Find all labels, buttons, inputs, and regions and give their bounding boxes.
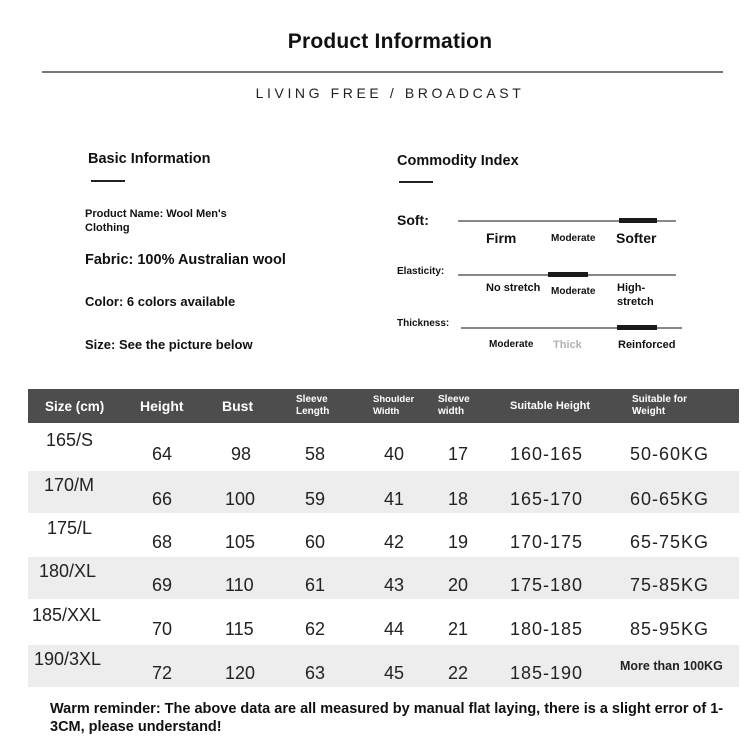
elasticity-option-high-stretch: High-stretch — [617, 282, 654, 308]
color-info: Color: 6 colors available — [85, 294, 236, 309]
table-row — [28, 471, 739, 513]
brand-subtitle: LIVING FREE / BROADCAST — [255, 85, 525, 101]
table-row — [28, 514, 739, 556]
cell-shoulder-width: 41 — [384, 489, 405, 509]
thickness-option-reinforced: Reinforced — [618, 339, 676, 351]
cell-sleeve-width: 22 — [448, 663, 469, 683]
soft-option-moderate: Moderate — [551, 233, 596, 244]
cell-sleeve-length: 58 — [305, 444, 326, 464]
cell-sleeve-width: 19 — [448, 532, 469, 552]
table-row — [28, 601, 739, 643]
cell-bust: 105 — [225, 532, 256, 552]
cell-size: 185/XXL — [32, 605, 102, 625]
col-sleeve-length: Sleeve Length — [296, 394, 330, 417]
cell-height: 64 — [152, 444, 173, 464]
fabric-info: Fabric: 100% Australian wool — [85, 252, 286, 268]
elasticity-label: Elasticity: — [397, 266, 445, 277]
cell-sleeve-length: 59 — [305, 489, 326, 509]
cell-suitable-height: 170-175 — [510, 532, 584, 552]
cell-sleeve-width: 20 — [448, 575, 469, 595]
cell-sleeve-length: 60 — [305, 532, 326, 552]
cell-size: 165/S — [46, 430, 94, 450]
col-shoulder-width: Shoulder Width — [373, 394, 415, 417]
col-size: Size (cm) — [45, 398, 105, 414]
col-suitable-weight: Suitable for Weight — [632, 394, 688, 417]
cell-bust: 100 — [225, 489, 256, 509]
thickness-label: Thickness: — [397, 318, 450, 329]
thickness-scale-marker — [617, 325, 657, 330]
commodity-index-underline — [399, 181, 433, 183]
cell-sleeve-length: 62 — [305, 619, 326, 639]
cell-suitable-weight: 50-60KG — [630, 444, 710, 464]
cell-size: 175/L — [47, 518, 93, 538]
col-bust: Bust — [222, 398, 254, 414]
cell-height: 69 — [152, 575, 173, 595]
elasticity-option-moderate: Moderate — [551, 286, 596, 297]
cell-bust: 115 — [225, 619, 254, 639]
cell-bust: 110 — [225, 575, 254, 595]
soft-label: Soft: — [397, 212, 429, 228]
cell-height: 68 — [152, 532, 173, 552]
cell-shoulder-width: 43 — [384, 575, 405, 595]
cell-suitable-weight: 85-95KG — [630, 619, 710, 639]
warm-reminder: Warm reminder: The above data are all measured by manual flat laying, there is a slight error of 1-3CM, please understand! — [50, 701, 724, 735]
soft-option-softer: Softer — [616, 230, 657, 246]
cell-suitable-weight: 60-65KG — [630, 489, 710, 509]
elasticity-option-no-stretch: No stretch — [486, 282, 541, 294]
cell-sleeve-length: 61 — [305, 575, 326, 595]
size-info: Size: See the picture below — [85, 337, 253, 352]
table-row — [28, 645, 739, 687]
cell-suitable-height: 165-170 — [510, 489, 584, 509]
size-table-header — [28, 389, 739, 423]
cell-suitable-height: 185-190 — [510, 663, 584, 683]
cell-suitable-weight: More than 100KG — [620, 659, 723, 673]
soft-scale-marker — [619, 218, 657, 223]
cell-size: 180/XL — [39, 561, 97, 581]
basic-info-heading: Basic Information — [88, 151, 211, 167]
cell-shoulder-width: 45 — [384, 663, 405, 683]
product-name: Product Name: Wool Men's Clothing — [85, 208, 227, 234]
cell-bust: 98 — [231, 444, 252, 464]
cell-suitable-weight: 75-85KG — [630, 575, 710, 595]
cell-height: 72 — [152, 663, 173, 683]
cell-bust: 120 — [225, 663, 256, 683]
cell-suitable-height: 160-165 — [510, 444, 584, 464]
col-suitable-height: Suitable Height — [510, 400, 591, 412]
cell-suitable-height: 180-185 — [510, 619, 584, 639]
cell-size: 170/M — [44, 475, 95, 495]
cell-size: 190/3XL — [34, 649, 102, 669]
cell-sleeve-width: 17 — [448, 444, 469, 464]
cell-shoulder-width: 42 — [384, 532, 405, 552]
cell-suitable-height: 175-180 — [510, 575, 584, 595]
elasticity-scale-marker — [548, 272, 588, 277]
cell-suitable-weight: 65-75KG — [630, 532, 710, 552]
cell-height: 66 — [152, 489, 173, 509]
col-sleeve-width: Sleeve width — [438, 394, 470, 417]
table-row — [28, 557, 739, 599]
soft-option-firm: Firm — [486, 230, 517, 246]
cell-height: 70 — [152, 619, 173, 639]
thickness-option-moderate: Moderate — [489, 339, 534, 350]
cell-sleeve-width: 21 — [448, 619, 469, 639]
page-title: Product Information — [287, 30, 493, 53]
cell-sleeve-length: 63 — [305, 663, 326, 683]
title-divider — [42, 71, 723, 73]
col-height: Height — [140, 398, 184, 414]
cell-shoulder-width: 40 — [384, 444, 405, 464]
commodity-index-heading: Commodity Index — [397, 153, 519, 169]
cell-sleeve-width: 18 — [448, 489, 469, 509]
table-row — [28, 426, 739, 468]
thickness-option-thick: Thick — [553, 339, 582, 351]
basic-info-underline — [91, 180, 125, 182]
cell-shoulder-width: 44 — [384, 619, 405, 639]
